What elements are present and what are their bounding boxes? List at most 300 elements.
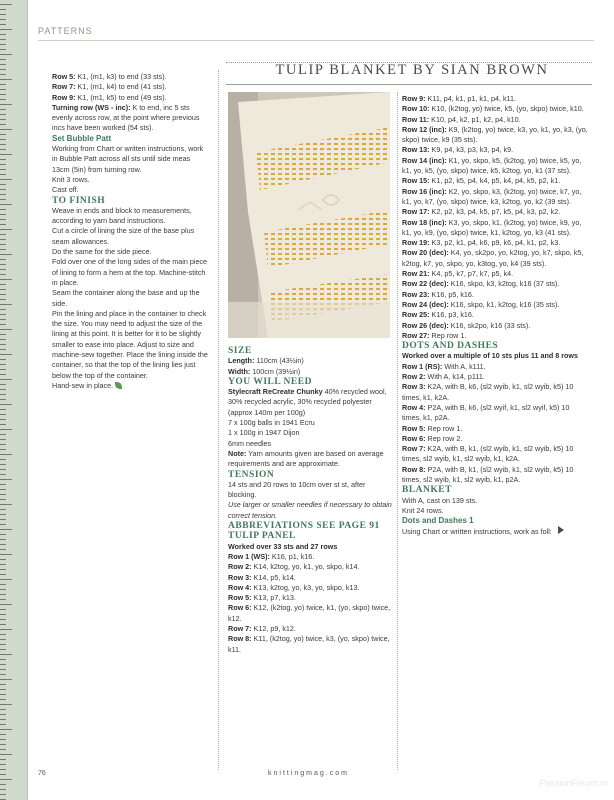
ruler-tick bbox=[0, 79, 12, 80]
row-text: K1, (m1, k3) to end (33 sts). bbox=[75, 72, 167, 81]
ruler-tick bbox=[0, 634, 6, 635]
row-text: K to end, inc 5 sts evenly across row, at the point where previous incs have been worked (54 sts). bbox=[52, 102, 200, 133]
pattern-row bbox=[402, 279, 590, 289]
pattern-row bbox=[228, 634, 392, 655]
ruler-tick bbox=[0, 624, 6, 625]
ruler-tick bbox=[0, 584, 6, 585]
ruler-tick bbox=[0, 674, 6, 675]
pattern-row bbox=[228, 624, 392, 634]
ruler-tick bbox=[0, 114, 6, 115]
closing-text: Hand-sew in place. bbox=[52, 380, 114, 390]
ruler-tick bbox=[0, 194, 6, 195]
pattern-row bbox=[402, 238, 590, 248]
row-label: Row 19: bbox=[402, 238, 430, 248]
ruler-tick bbox=[0, 44, 6, 45]
ruler-tick bbox=[0, 639, 6, 640]
ruler-tick bbox=[0, 144, 6, 145]
row-text: Rep row 1. bbox=[425, 423, 463, 433]
ruler-tick bbox=[0, 439, 6, 440]
pattern-row bbox=[402, 207, 590, 217]
body-paragraph: Cast off. bbox=[52, 185, 79, 195]
ruler-tick bbox=[0, 264, 6, 265]
ruler-tick bbox=[0, 209, 6, 210]
ruler-tick bbox=[0, 424, 6, 425]
section-heading: SIZE bbox=[228, 346, 252, 356]
row-label: Row 20 (dec): bbox=[402, 248, 449, 258]
row-text: K2, yo, skpo, k3, (k2tog, yo) twice, k7, yo, k1, yo, k7, (yo, skpo) twice, k3, k2tog, yo, k2 (39 sts). bbox=[402, 186, 582, 206]
row-text: With A, k111. bbox=[442, 361, 486, 371]
blanket-illustration bbox=[228, 92, 390, 338]
row-label: Row 6: bbox=[228, 603, 252, 613]
ruler-tick bbox=[0, 749, 6, 750]
ruler-tick bbox=[0, 739, 6, 740]
ruler-tick bbox=[0, 594, 6, 595]
footer-website: knittingmag.com bbox=[268, 770, 349, 777]
pattern-row bbox=[228, 387, 392, 418]
row-label: Row 5: bbox=[402, 423, 426, 433]
row-text: Yarn amounts given are based on average requirements and are approximate. bbox=[228, 448, 384, 469]
row-text: K3, p2, k1, p4, k6, p9, k6, p4, k1, p2, k3. bbox=[429, 238, 561, 248]
body-paragraph: 7 x 100g balls in 1941 Ecru bbox=[228, 418, 315, 428]
ruler-tick bbox=[0, 689, 6, 690]
row-label: Width: bbox=[228, 366, 251, 376]
ruler-tick bbox=[0, 754, 12, 755]
row-label: Row 15: bbox=[402, 176, 430, 186]
ruler-tick bbox=[0, 74, 6, 75]
row-text: K16, p1, k16. bbox=[269, 551, 315, 561]
ruler-tick bbox=[0, 214, 6, 215]
ruler-tick bbox=[0, 794, 6, 795]
header-rule bbox=[38, 40, 594, 41]
ruler-tick bbox=[0, 119, 6, 120]
pattern-row bbox=[228, 583, 392, 593]
watermark: PassionForum.ru bbox=[539, 778, 608, 788]
row-label: Row 16 (inc): bbox=[402, 186, 447, 196]
ruler-tick bbox=[0, 324, 6, 325]
ruler-tick bbox=[0, 269, 6, 270]
ruler-tick bbox=[0, 589, 6, 590]
ruler-tick bbox=[0, 179, 12, 180]
ruler-tick bbox=[0, 574, 6, 575]
ruler-tick bbox=[0, 659, 6, 660]
row-label: Row 17: bbox=[402, 207, 430, 217]
row-label: Row 14 (inc): bbox=[402, 155, 447, 165]
ruler-tick bbox=[0, 784, 6, 785]
row-text: K16, skpo, k1, k2tog, k16 (35 sts). bbox=[448, 299, 560, 309]
row-label: Row 12 (inc): bbox=[402, 124, 447, 134]
ruler-tick bbox=[0, 744, 6, 745]
pattern-row bbox=[52, 103, 208, 134]
ruler-tick bbox=[0, 224, 6, 225]
ruler-tick bbox=[0, 64, 6, 65]
ruler-tick bbox=[0, 704, 12, 705]
ruler-tick bbox=[0, 709, 6, 710]
pattern-row bbox=[402, 145, 590, 155]
row-text: P2A, with B, k1, (sl2 wyib, k1, sl2 wyib, k5) 10 times, sl2 wyib, k1, sl2 wyib, k1, p2A. bbox=[402, 464, 574, 484]
pattern-row bbox=[402, 372, 590, 382]
ruler-tick bbox=[0, 669, 6, 670]
row-label: Row 21: bbox=[402, 269, 430, 279]
ruler-tick bbox=[0, 84, 6, 85]
ruler-tick bbox=[0, 414, 6, 415]
ruler-tick bbox=[0, 474, 6, 475]
row-text: K2, p2, k3, p4, k5, p7, k5, p4, k3, p2, k2. bbox=[429, 207, 561, 217]
ruler-tick bbox=[0, 249, 6, 250]
ruler-tick bbox=[0, 484, 6, 485]
row-text: K2A, with B, k6, (sl2 wyib, k1, sl2 wyib, k5) 10 times, k1, k2A. bbox=[402, 382, 574, 402]
ruler-tick bbox=[0, 714, 6, 715]
ruler-tick bbox=[0, 409, 6, 410]
ruler-tick bbox=[0, 779, 12, 780]
row-text: K12, (k2tog, yo) twice, k1, (yo, skpo) twice, k12. bbox=[228, 603, 391, 623]
ruler-tick bbox=[0, 169, 6, 170]
pattern-row bbox=[228, 593, 392, 603]
row-text: 100cm (39½in) bbox=[250, 366, 301, 376]
ruler-tick bbox=[0, 399, 6, 400]
ruler-tick bbox=[0, 529, 12, 530]
ruler-tick bbox=[0, 199, 6, 200]
section-heading: DOTS AND DASHES bbox=[402, 341, 499, 352]
row-text: K1, yo, skpo, k5, (k2tog, yo) twice, k5, yo, k1, yo, k5, (yo, skpo) twice, k5, k2tog, yo, k1 (37 sts). bbox=[402, 155, 582, 176]
article-title: TULIP BLANKET BY SIAN BROWN bbox=[275, 62, 549, 78]
ruler-tick bbox=[0, 204, 12, 205]
row-text: K16, p5, k16. bbox=[429, 289, 474, 299]
row-label: Row 11: bbox=[402, 114, 430, 124]
continue-line bbox=[402, 526, 590, 537]
section-heading: ABBREVIATIONS SEE PAGE 91 bbox=[228, 521, 380, 532]
ruler-tick bbox=[0, 129, 12, 130]
row-label: Row 1 (WS): bbox=[228, 551, 270, 561]
pattern-row bbox=[402, 290, 590, 300]
ruler-tick bbox=[0, 569, 6, 570]
body-paragraph: Cut a circle of lining the size of the base plus seam allowances. bbox=[52, 226, 195, 246]
row-text: With A, k14, p111. bbox=[425, 372, 485, 382]
row-label: Row 9: bbox=[52, 92, 76, 102]
ruler-tick bbox=[0, 734, 6, 735]
ruler-tick bbox=[0, 344, 6, 345]
italic-note: Use larger or smaller needles if necessary to obtain correct tension. bbox=[228, 500, 392, 520]
row-text: P2A, with B, k6, (sl2 wyif, k1, sl2 wyif, k5) 10 times, k1, p2A. bbox=[402, 402, 570, 423]
row-text: K9, (k2tog, yo) twice, k3, yo, k1, yo, k3, (yo, skpo) twice, k9 (35 sts). bbox=[402, 124, 588, 145]
row-label: Row 10: bbox=[402, 104, 430, 114]
body-paragraph: Knit 3 rows. bbox=[52, 174, 90, 184]
body-paragraph: Knit 24 rows. bbox=[402, 505, 444, 515]
row-text: K16, p3, k16. bbox=[429, 310, 474, 320]
section-label: PATTERNS bbox=[38, 26, 93, 36]
ruler-tick bbox=[0, 314, 6, 315]
ruler-tick bbox=[0, 649, 6, 650]
pattern-row bbox=[402, 382, 590, 403]
ruler-tick bbox=[0, 604, 12, 605]
ruler-tick bbox=[0, 494, 6, 495]
row-text: K4, p5, k7, p7, k7, p5, k4. bbox=[429, 269, 514, 279]
ruler-tick bbox=[0, 679, 12, 680]
pattern-row bbox=[402, 331, 590, 341]
pattern-row bbox=[52, 72, 208, 82]
ruler-tick bbox=[0, 404, 12, 405]
pattern-row bbox=[228, 552, 392, 562]
ruler-tick bbox=[0, 579, 12, 580]
body-paragraph: Pin the lining and place in the container to check the size. You may need to adjust the size of the lining at this point. It is better for it to be slightly smaller to ease into place. Adjust to size and machine-sew together. Place the lining inside the container, so that the top of the lining lies just below the top of the container. bbox=[52, 308, 208, 380]
ruler-tick bbox=[0, 29, 12, 30]
ruler-tick bbox=[0, 349, 6, 350]
pattern-row bbox=[402, 218, 590, 239]
row-text: 40% recycled wool, 30% recycled acrylic, 30% recycled polyester (approx 140m per 100g) bbox=[228, 387, 387, 417]
ruler-tick bbox=[0, 434, 6, 435]
row-text: K1, p2, k5, p4, k4, p5, k4, p4, k5, p2, k1. bbox=[429, 176, 561, 186]
ruler-tick bbox=[0, 619, 6, 620]
pattern-row bbox=[228, 367, 392, 377]
ruler-tick bbox=[0, 654, 12, 655]
row-label: Row 26 (dec): bbox=[402, 320, 449, 330]
ruler-tick bbox=[0, 609, 6, 610]
row-label: Row 8: bbox=[402, 464, 426, 474]
ruler-tick bbox=[0, 149, 6, 150]
row-label: Row 3: bbox=[402, 382, 426, 392]
body-paragraph: Do the same for the side piece. bbox=[52, 247, 152, 257]
ruler-tick bbox=[0, 89, 6, 90]
ruler-tick bbox=[0, 319, 6, 320]
row-label: Row 27: bbox=[402, 330, 430, 340]
body-paragraph: 1 x 100g in 1947 Dijon bbox=[228, 428, 300, 438]
row-label: Row 1 (RS): bbox=[402, 361, 443, 371]
measuring-ruler bbox=[0, 0, 28, 800]
pattern-row bbox=[402, 248, 590, 269]
row-text: K13, p7, k13. bbox=[251, 593, 296, 603]
ruler-tick bbox=[0, 684, 6, 685]
row-label: Note: bbox=[228, 448, 247, 458]
ruler-tick bbox=[0, 189, 6, 190]
row-text: K4, yo, sk2po, yo, k2tog, yo, k7, skpo, k5, k2tog, k7, yo, skpo, yo, k3tog, yo, k4 (39 sts). bbox=[402, 248, 584, 268]
row-text: K10, (k2tog, yo) twice, k5, (yo, skpo) twice, k10. bbox=[429, 104, 584, 114]
ruler-tick bbox=[0, 764, 6, 765]
ruler-tick bbox=[0, 724, 6, 725]
ruler-tick bbox=[0, 469, 6, 470]
ruler-tick bbox=[0, 664, 6, 665]
page-number: 76 bbox=[38, 770, 46, 777]
ruler-tick bbox=[0, 359, 6, 360]
ruler-tick bbox=[0, 229, 12, 230]
row-label: Row 23: bbox=[402, 289, 430, 299]
ruler-tick bbox=[0, 284, 6, 285]
ruler-tick bbox=[0, 519, 6, 520]
ruler-tick bbox=[0, 694, 6, 695]
ruler-tick bbox=[0, 219, 6, 220]
row-label: Turning row (WS - inc): bbox=[52, 102, 131, 112]
row-label: Row 5: bbox=[228, 593, 252, 603]
bold-note: Worked over a multiple of 10 sts plus 11 and 8 rows bbox=[402, 351, 579, 361]
ruler-tick bbox=[0, 729, 12, 730]
pattern-row bbox=[228, 562, 392, 572]
ruler-tick bbox=[0, 309, 6, 310]
ruler-tick bbox=[0, 419, 6, 420]
row-label: Row 7: bbox=[402, 444, 426, 454]
ruler-tick bbox=[0, 254, 12, 255]
ruler-tick bbox=[0, 49, 6, 50]
ruler-tick bbox=[0, 444, 6, 445]
body-paragraph: Seam the container along the base and up the side. bbox=[52, 288, 200, 308]
row-label: Row 3: bbox=[228, 572, 252, 582]
body-paragraph: Weave in ends and block to measurements, according to yarn band instructions. bbox=[52, 205, 192, 226]
ruler-tick bbox=[0, 134, 6, 135]
ruler-tick bbox=[0, 139, 6, 140]
ruler-tick bbox=[0, 509, 6, 510]
pattern-row bbox=[402, 176, 590, 186]
pattern-row bbox=[402, 94, 590, 104]
ruler-tick bbox=[0, 19, 6, 20]
row-label: Length: bbox=[228, 356, 255, 366]
leaf-end-icon bbox=[115, 382, 122, 389]
pattern-row bbox=[402, 434, 590, 444]
ruler-tick bbox=[0, 539, 6, 540]
ruler-tick bbox=[0, 759, 6, 760]
row-text: K2A, with B, k1, (sl2 wyib, k1, sl2 wyib, k5) 10 times, sl2 wyib, k1, sl2 wyib, k1, k2A. bbox=[402, 444, 574, 464]
ruler-tick bbox=[0, 154, 12, 155]
column-divider-left bbox=[218, 70, 219, 770]
pattern-row bbox=[52, 93, 208, 103]
ruler-tick bbox=[0, 9, 6, 10]
pattern-row bbox=[228, 449, 392, 470]
section-heading: TULIP PANEL bbox=[228, 531, 296, 542]
ruler-tick bbox=[0, 384, 6, 385]
row-text: K12, p9, k12. bbox=[251, 624, 296, 634]
ruler-tick bbox=[0, 59, 6, 60]
pattern-row bbox=[402, 321, 590, 331]
ruler-tick bbox=[0, 339, 6, 340]
body-paragraph: Working from Chart or written instructions, work in Bubble Patt across all sts until side meas 13cm (5in) from turning row. bbox=[52, 144, 204, 174]
continue-arrow-icon bbox=[558, 526, 564, 534]
pattern-row bbox=[402, 187, 590, 208]
ruler-tick bbox=[0, 279, 12, 280]
row-label: Row 13: bbox=[402, 145, 430, 155]
ruler-tick bbox=[0, 534, 6, 535]
row-label: Stylecraft ReCreate Chunky bbox=[228, 387, 323, 397]
body-paragraph: 6mm needles bbox=[228, 438, 272, 448]
row-label: Row 2: bbox=[402, 372, 426, 382]
ruler-tick bbox=[0, 34, 6, 35]
ruler-tick bbox=[0, 234, 6, 235]
pattern-row bbox=[228, 356, 392, 366]
ruler-tick bbox=[0, 514, 6, 515]
ruler-tick bbox=[0, 334, 6, 335]
ruler-tick bbox=[0, 719, 6, 720]
ruler-tick bbox=[0, 789, 6, 790]
ruler-tick bbox=[0, 429, 12, 430]
ruler-tick bbox=[0, 24, 6, 25]
ruler-tick bbox=[0, 699, 6, 700]
pattern-row bbox=[402, 310, 590, 320]
row-label: Row 2: bbox=[228, 562, 252, 572]
row-label: Row 6: bbox=[402, 433, 426, 443]
ruler-tick bbox=[0, 559, 6, 560]
ruler-tick bbox=[0, 184, 6, 185]
ruler-tick bbox=[0, 389, 6, 390]
ruler-tick bbox=[0, 369, 6, 370]
pattern-row bbox=[228, 603, 392, 624]
ruler-tick bbox=[0, 104, 12, 105]
row-label: Row 8: bbox=[228, 634, 252, 644]
ruler-tick bbox=[0, 299, 6, 300]
row-text: K10, p4, k2, p1, k2, p4, k10. bbox=[429, 114, 521, 124]
ruler-tick bbox=[0, 109, 6, 110]
bold-note: Worked over 33 sts and 27 rows bbox=[228, 541, 338, 551]
row-text: K1, (m1, k4) to end (41 sts). bbox=[75, 82, 167, 92]
ruler-tick bbox=[0, 244, 6, 245]
ruler-tick bbox=[0, 629, 12, 630]
ruler-tick bbox=[0, 94, 6, 95]
right-column bbox=[402, 94, 590, 538]
ruler-tick bbox=[0, 774, 6, 775]
row-text: K1, (m1, k5) to end (49 sts). bbox=[75, 92, 167, 102]
ruler-tick bbox=[0, 164, 6, 165]
pattern-row bbox=[402, 125, 590, 146]
ruler-tick bbox=[0, 99, 6, 100]
pattern-row bbox=[402, 269, 590, 279]
pattern-row bbox=[402, 424, 590, 434]
ruler-tick bbox=[0, 504, 12, 505]
ruler-tick bbox=[0, 479, 12, 480]
title-rule bbox=[226, 84, 592, 85]
ruler-tick bbox=[0, 364, 6, 365]
row-text: K14, p5, k14. bbox=[251, 572, 296, 582]
ruler-tick bbox=[0, 599, 6, 600]
row-text: K11, (k2tog, yo) twice, k3, (yo, skpo) twice, k11. bbox=[228, 634, 390, 654]
ruler-tick bbox=[0, 239, 6, 240]
blanket-photo bbox=[228, 92, 390, 338]
ruler-tick bbox=[0, 459, 6, 460]
row-text: 110cm (43½in) bbox=[254, 356, 304, 366]
ruler-tick bbox=[0, 14, 6, 15]
ruler-tick bbox=[0, 544, 6, 545]
ruler-tick bbox=[0, 174, 6, 175]
row-label: Row 9: bbox=[402, 94, 426, 103]
ruler-tick bbox=[0, 54, 12, 55]
ruler-tick bbox=[0, 294, 6, 295]
ruler-tick bbox=[0, 124, 6, 125]
ruler-tick bbox=[0, 159, 6, 160]
ruler-tick bbox=[0, 354, 12, 355]
ruler-tick bbox=[0, 499, 6, 500]
pattern-row bbox=[402, 444, 590, 465]
section-heading: BLANKET bbox=[402, 485, 452, 496]
ruler-tick bbox=[0, 449, 6, 450]
body-paragraph: Fold over one of the long sides of the main piece of lining to form a hem at the top. Machine-stitch in place. bbox=[52, 257, 208, 287]
ruler-tick bbox=[0, 614, 6, 615]
row-label: Row 18 (inc): bbox=[402, 217, 447, 227]
ruler-tick bbox=[0, 454, 12, 455]
pattern-row bbox=[52, 82, 208, 92]
body-paragraph: 14 sts and 20 rows to 10cm over st st, after blocking. bbox=[228, 479, 366, 500]
row-text: K16, skpo, k3, k2tog, k16 (37 sts). bbox=[448, 279, 560, 289]
pattern-row bbox=[402, 156, 590, 177]
ruler-tick bbox=[0, 549, 6, 550]
ruler-tick bbox=[0, 69, 6, 70]
row-label: Row 25: bbox=[402, 310, 430, 320]
ruler-tick bbox=[0, 554, 12, 555]
ruler-tick bbox=[0, 379, 12, 380]
row-text: Rep row 2. bbox=[425, 433, 463, 443]
section-heading: TO FINISH bbox=[52, 195, 106, 206]
ruler-tick bbox=[0, 524, 6, 525]
ruler-tick bbox=[0, 289, 6, 290]
sub-heading: Set Bubble Patt bbox=[52, 133, 112, 143]
ruler-tick bbox=[0, 464, 6, 465]
ruler-tick bbox=[0, 564, 6, 565]
ruler-tick bbox=[0, 769, 6, 770]
ruler-tick bbox=[0, 304, 12, 305]
column-divider-right bbox=[397, 92, 398, 770]
pattern-row bbox=[402, 403, 590, 424]
